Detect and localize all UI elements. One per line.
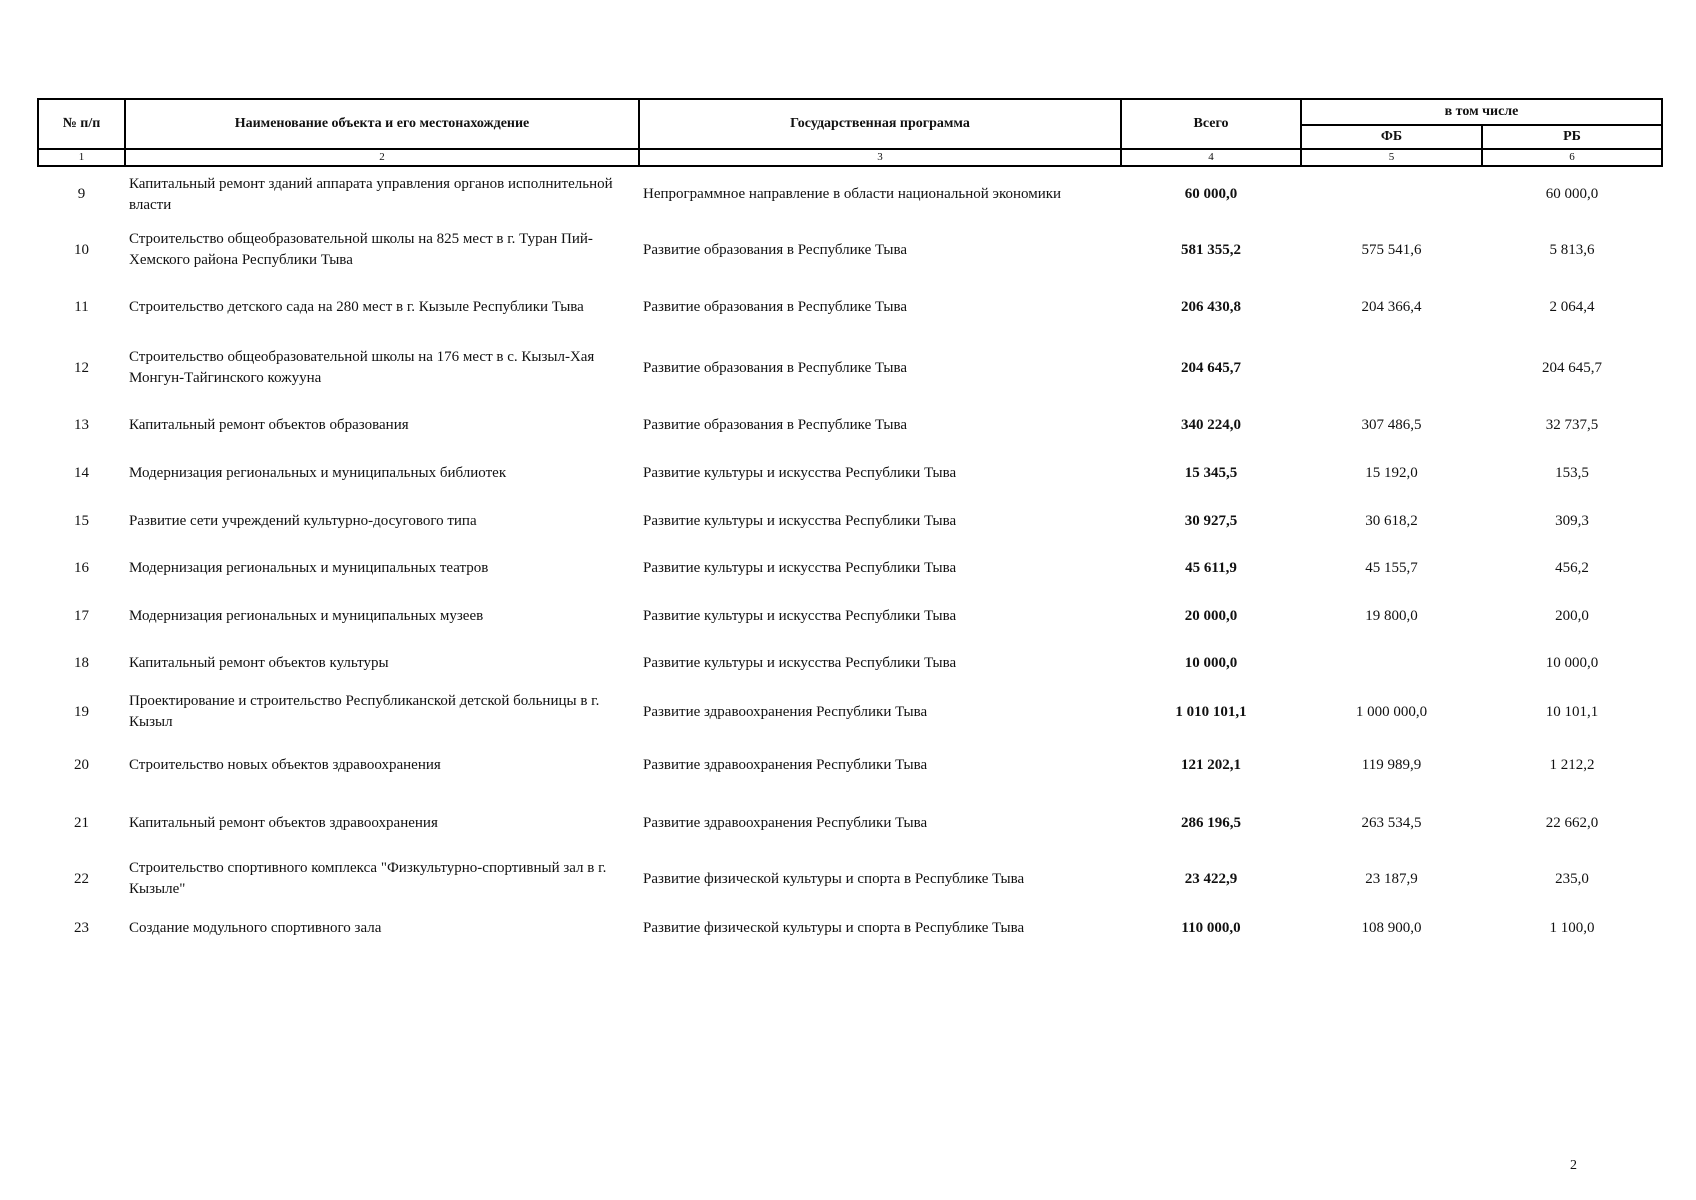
rb-value: 309,3 <box>1555 512 1589 529</box>
total-value: 45 611,9 <box>1185 560 1237 576</box>
total-value: 15 345,5 <box>1184 465 1238 481</box>
object-name: Строительство общеобразовательной школы на 825 мест в г. Туран Пий-Хемского района Республики Тыва <box>129 231 593 268</box>
table-row <box>38 497 1662 545</box>
fb-value <box>1301 166 1482 222</box>
program-name: Развитие культуры и искусства Республики Тыва <box>643 655 957 671</box>
table-row <box>38 794 1662 853</box>
objects-table <box>37 98 1663 951</box>
column-number: 4 <box>1121 149 1301 166</box>
row-number: 19 <box>74 703 89 720</box>
row-number: 15 <box>74 512 89 529</box>
rb-value: 5 813,6 <box>1549 241 1595 258</box>
table-row <box>38 592 1662 640</box>
total-value: 20 000,0 <box>1184 607 1238 624</box>
header-program: Государственная программа <box>639 99 1121 149</box>
row-number: 18 <box>74 655 89 671</box>
program-name: Развитие образования в Республике Тыва <box>643 359 908 376</box>
object-name: Строительство детского сада на 280 мест в г. Кызыле Республики Тыва <box>129 298 584 315</box>
row-number: 16 <box>74 560 89 576</box>
row-number: 9 <box>77 186 86 202</box>
object-name: Строительство общеобразовательной школы на 176 мест в с. Кызыл-Хая Монгун-Тайгинского кожууна <box>129 349 595 386</box>
rb-value: 10 000,0 <box>1545 655 1599 671</box>
fb-value <box>1301 336 1482 400</box>
object-name: Строительство спортивного комплекса "Физкультурно-спортивный зал в г. Кызыле" <box>129 860 607 897</box>
row-number: 11 <box>74 298 89 315</box>
fb-value: 204 366,4 <box>1361 298 1422 315</box>
column-number: 6 <box>1482 149 1662 166</box>
header-no: № п/п <box>38 99 125 149</box>
column-number: 1 <box>38 149 125 166</box>
table-row <box>38 737 1662 794</box>
fb-value <box>1301 640 1482 687</box>
page-number: 2 <box>1570 1158 1577 1173</box>
rb-value: 2 064,4 <box>1549 298 1595 315</box>
header-rb: РБ <box>1482 125 1662 149</box>
table-row <box>38 687 1662 737</box>
program-name: Развитие физической культуры и спорта в Республике Тыва <box>643 870 1025 887</box>
program-name: Развитие здравоохранения Республики Тыва <box>643 815 928 831</box>
rb-value: 456,2 <box>1555 560 1589 576</box>
object-name: Строительство новых объектов здравоохранения <box>129 757 441 773</box>
table-row <box>38 400 1662 450</box>
total-value: 23 422,9 <box>1184 870 1238 887</box>
row-number: 12 <box>74 359 89 376</box>
row-number: 23 <box>74 919 89 936</box>
program-name: Развитие культуры и искусства Республики Тыва <box>643 465 957 481</box>
rb-value: 200,0 <box>1555 607 1589 624</box>
rb-value: 60 000,0 <box>1545 186 1599 202</box>
rb-value: 204 645,7 <box>1542 359 1602 376</box>
table-row <box>38 278 1662 336</box>
rb-value: 235,0 <box>1555 870 1589 887</box>
total-value: 206 430,8 <box>1181 298 1241 315</box>
table-row <box>38 640 1662 687</box>
total-value: 1 010 101,1 <box>1175 703 1247 720</box>
column-numbers-row <box>38 149 1662 166</box>
header-total: Всего <box>1121 99 1301 149</box>
program-name: Развитие культуры и искусства Республики Тыва <box>643 512 957 529</box>
object-name: Капитальный ремонт объектов здравоохранения <box>129 815 438 831</box>
fb-value: 108 900,0 <box>1361 919 1422 936</box>
row-number: 21 <box>74 815 89 831</box>
program-name: Развитие образования в Республике Тыва <box>643 416 908 433</box>
rb-value: 10 101,1 <box>1545 703 1599 720</box>
program-name: Развитие образования в Республике Тыва <box>643 241 908 258</box>
total-value: 204 645,7 <box>1181 359 1241 376</box>
header-including: в том числе <box>1301 99 1662 125</box>
fb-value: 15 192,0 <box>1365 465 1418 481</box>
fb-value: 23 187,9 <box>1365 870 1418 887</box>
rb-value: 32 737,5 <box>1545 416 1599 433</box>
object-name: Капитальный ремонт объектов культуры <box>129 655 389 671</box>
program-name: Непрограммное направление в области национальной экономики <box>643 186 1062 202</box>
fb-value: 19 800,0 <box>1365 607 1418 624</box>
row-number: 17 <box>74 607 89 624</box>
total-value: 121 202,1 <box>1181 757 1241 773</box>
header-name: Наименование объекта и его местонахождение <box>125 99 639 149</box>
object-name: Капитальный ремонт зданий аппарата управления органов исполнительной власти <box>129 175 613 213</box>
program-name: Развитие здравоохранения Республики Тыва <box>643 757 928 773</box>
rb-value: 1 212,2 <box>1549 757 1595 773</box>
fb-value: 263 534,5 <box>1361 815 1422 831</box>
total-value: 110 000,0 <box>1181 919 1241 936</box>
fb-value: 307 486,5 <box>1361 416 1422 433</box>
row-number: 22 <box>74 870 89 887</box>
table-row <box>38 222 1662 278</box>
row-number: 14 <box>74 465 89 481</box>
fb-value: 1 000 000,0 <box>1355 703 1428 720</box>
program-name: Развитие образования в Республике Тыва <box>643 298 908 315</box>
object-name: Модернизация региональных и муниципальных театров <box>129 560 489 576</box>
table-row <box>38 545 1662 592</box>
rb-value: 1 100,0 <box>1549 919 1595 936</box>
row-number: 13 <box>74 416 89 433</box>
table-row <box>38 336 1662 400</box>
object-name: Модернизация региональных и муниципальных библиотек <box>129 465 507 481</box>
total-value: 10 000,0 <box>1184 655 1238 671</box>
table-row <box>38 450 1662 497</box>
total-value: 340 224,0 <box>1181 416 1241 433</box>
fb-value: 45 155,7 <box>1365 560 1418 576</box>
object-name: Развитие сети учреждений культурно-досугового типа <box>129 512 477 529</box>
row-number: 20 <box>74 757 89 773</box>
rb-value: 22 662,0 <box>1545 815 1599 831</box>
program-name: Развитие здравоохранения Республики Тыва <box>643 703 928 720</box>
fb-value: 575 541,6 <box>1361 241 1422 258</box>
total-value: 286 196,5 <box>1181 815 1241 831</box>
object-name: Модернизация региональных и муниципальных музеев <box>129 607 484 624</box>
fb-value: 30 618,2 <box>1365 512 1418 529</box>
rb-value: 153,5 <box>1555 465 1589 481</box>
object-name: Проектирование и строительство Республиканской детской больницы в г. Кызыл <box>129 693 600 730</box>
column-number: 5 <box>1301 149 1482 166</box>
program-name: Развитие культуры и искусства Республики Тыва <box>643 607 957 624</box>
table-row <box>38 853 1662 905</box>
program-name: Развитие физической культуры и спорта в Республике Тыва <box>643 919 1025 936</box>
fb-value: 119 989,9 <box>1361 757 1422 773</box>
column-number: 2 <box>125 149 639 166</box>
table-row <box>38 166 1662 222</box>
table-row <box>38 905 1662 951</box>
header-fb: ФБ <box>1301 125 1482 149</box>
total-value: 60 000,0 <box>1184 186 1238 202</box>
row-number: 10 <box>74 241 89 258</box>
program-name: Развитие культуры и искусства Республики Тыва <box>643 560 957 576</box>
total-value: 581 355,2 <box>1181 241 1241 258</box>
object-name: Создание модульного спортивного зала <box>129 919 382 936</box>
column-number: 3 <box>639 149 1121 166</box>
object-name: Капитальный ремонт объектов образования <box>129 416 409 433</box>
total-value: 30 927,5 <box>1184 512 1238 529</box>
